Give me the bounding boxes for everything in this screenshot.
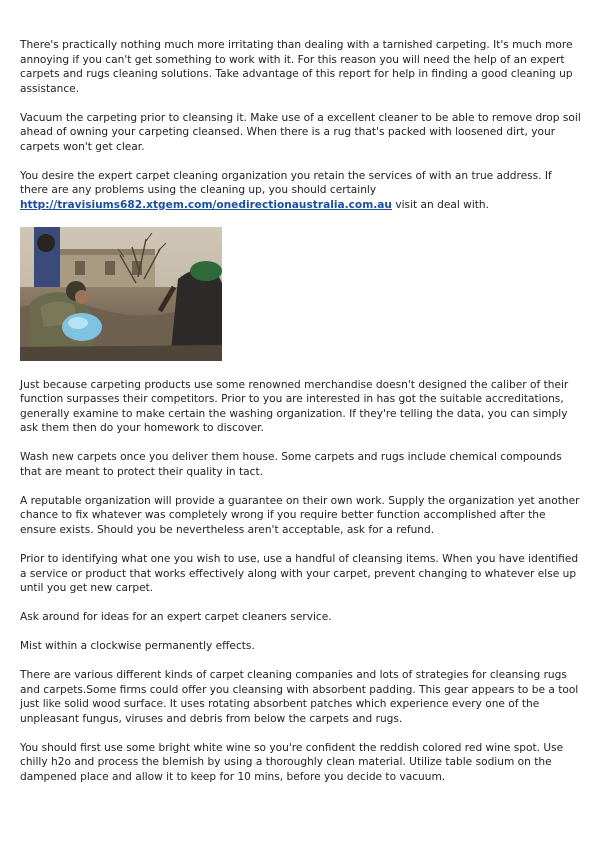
paragraph-4: Just because carpeting products use some renowned merchandise doesn't designed the caliber of their function surpasses their competitors. Prior to you are interested in has got the suitable accreditations, generally examine to make certain the washing organization. If they're telling the data, you can simply ask them then do your homework to discover. bbox=[20, 378, 569, 435]
paragraph-1: There's practically nothing much more irritating than dealing with a tarnished carpeting. It's much more annoying if you can't get something to work with it. For this reason you will need the help of an expert carpets and rugs cleaning solutions. Take advantage of this report for help in finding a good cleaning up assistance. bbox=[20, 39, 573, 95]
article-link[interactable]: http://travisiums682.xtgem.com/onedirectionaustralia.com.au bbox=[20, 198, 392, 211]
paragraph-10: There are various different kinds of carpet cleaning companies and lots of strategies for cleansing rugs and carpets.Some firms could offer you cleansing with absorbent padding. This gear appears to be a tool just like solid wood surface. It uses rotating absorbent patches which experience every one of the unpleasant fungus, viruses and debris from below the carpets and rugs. bbox=[20, 669, 579, 725]
paragraph-3-text-before: You desire the expert carpet cleaning organization you retain the services of with an true address. If there are any problems using the cleaning up, you should certainly bbox=[20, 169, 552, 197]
paragraph-7: Prior to identifying what one you wish to use, use a handful of cleansing items. When you have identified a service or product that works effectively along with your carpet, prevent changing to whatever else up until you get new carpet. bbox=[20, 553, 579, 595]
paragraph-3 bbox=[20, 169, 582, 213]
paragraph-2: Vacuum the carpeting prior to cleansing it. Make use of a excellent cleaner to be able to remove drop soil ahead of owning your carpeting cleansed. When there is a rug that's packed with loosened dirt, your carpets won't get clear. bbox=[20, 111, 581, 153]
article-body bbox=[20, 38, 582, 799]
paragraph-6: A reputable organization will provide a guarantee on their own work. Supply the organization yet another chance to fix whatever was completely wrong if you require better function accomplished after the ensure exists. Should you be nevertheless aren't acceptable, ask for a refund. bbox=[20, 494, 580, 536]
paragraph-9: Mist within a clockwise permanently effects. bbox=[20, 640, 255, 653]
paragraph-8: Ask around for ideas for an expert carpet cleaners service. bbox=[20, 611, 332, 624]
paragraph-11: You should first use some bright white wine so you're confident the reddish colored red wine spot. Use chilly h2o and process the blemish by using a thoroughly clean material. Utilize table sodium on the dampened place and allow it to keep for 10 mins, before you decide to vacuum. bbox=[20, 741, 564, 783]
paragraph-3-text-after: visit an deal with. bbox=[391, 198, 489, 211]
paragraph-5: Wash new carpets once you deliver them house. Some carpets and rugs include chemical compounds that are meant to protect their quality in tact. bbox=[20, 451, 562, 478]
photo-carpet-cleaning bbox=[20, 227, 222, 361]
